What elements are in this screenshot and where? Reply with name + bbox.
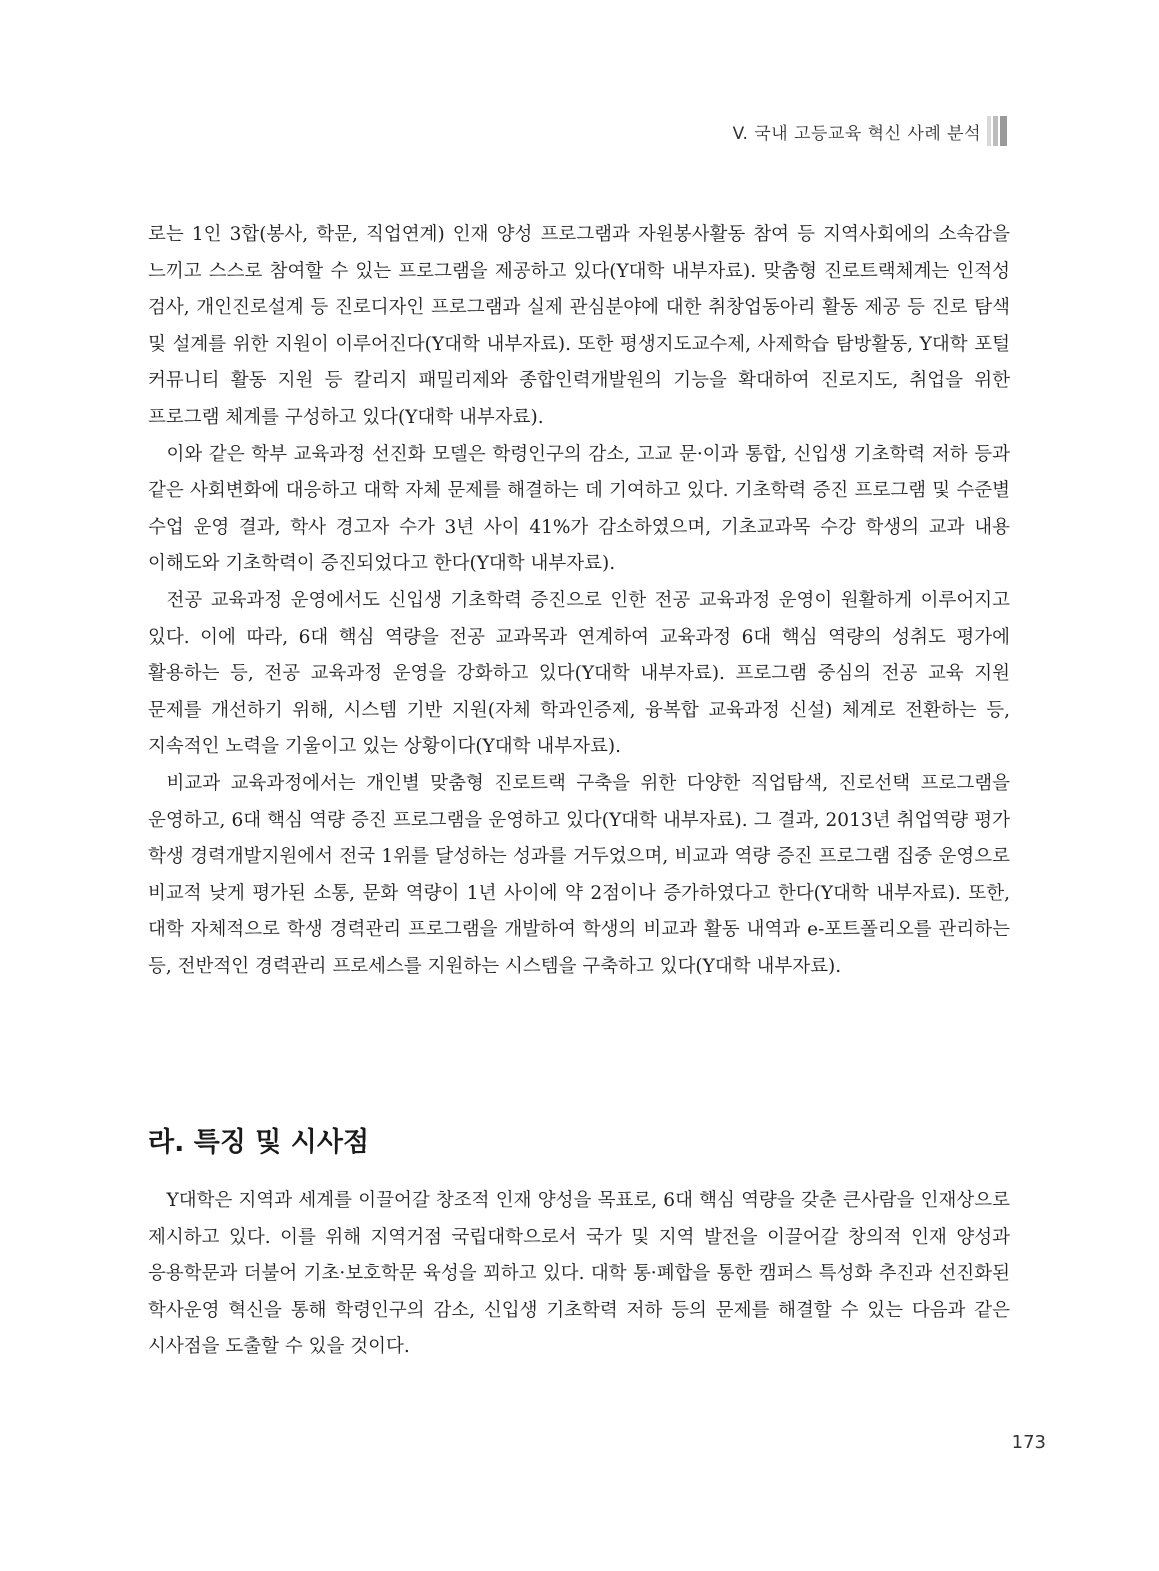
paragraph-major-curriculum: 전공 교육과정 운영에서도 신입생 기초학력 증진으로 인한 전공 교육과정 운영이 원활하게 이루어지고 있다. 이에 따라, 6대 핵심 역량을 전공 교과목과 연계하여 교육과정 6대 핵심 역량의 성취도 평가에 활용하는 등, 전공 교육과정 운영을 강화하고 있다(Y대학 내부자료). 프로그램 중심의 전공 교육 지원 문제를 개선하기 위해, 시스템 기반 지원(자체 학과인증제, 융복합 교육과정 신설) 체계로 전환하는 등, 지속적인 노력을 기울이고 있는 상황이다(Y대학 내부자료). [148,589,1010,758]
running-header-title: V. 국내 고등교육 혁신 사례 분석 [732,123,981,144]
header-bar-medium [993,116,998,146]
header-bar-dark [1000,116,1007,146]
header-bar-light [987,116,991,146]
section-body-text [148,1183,1010,1366]
paragraph-implications: Y대학은 지역과 세계를 이끌어갈 창조적 인재 양성을 목표로, 6대 핵심 역량을 갖춘 큰사람을 인재상으로 제시하고 있다. 이를 위해 지역거점 국립대학으로서 국가 및 지역 발전을 이끌어갈 창의적 인재 양성과 응용학문과 더불어 기초·보호학문 육성을 꾀하고 있다. 대학 통·폐합을 통한 캠퍼스 특성화 추진과 선진화된 학사운영 혁신을 통해 학령인구의 감소, 신입생 기초학력 저하 등의 문제를 해결할 수 있는 다음과 같은 시사점을 도출할 수 있을 것이다. [148,1190,1010,1358]
page-number: 173 [1011,1432,1046,1453]
header-decoration-bars [987,116,1007,146]
paragraph-extracurricular: 비교과 교육과정에서는 개인별 맞춤형 진로트랙 구축을 위한 다양한 직업탐색, 진로선택 프로그램을 운영하고, 6대 핵심 역량 증진 프로그램을 운영하고 있다(Y대학 내부자료). 그 결과, 2013년 취업역량 평가 학생 경력개발지원에서 전국 1위를 달성하는 성과를 거두었으며, 비교과 역량 증진 프로그램 집중 운영으로 비교적 낮게 평가된 소통, 문화 역량이 1년 사이에 약 2점이나 증가하였다고 한다(Y대학 내부자료). 또한, 대학 자체적으로 학생 경력관리 프로그램을 개발하여 학생의 비교과 활동 내역과 e-포트폴리오를 관리하는 등, 전반적인 경력관리 프로세스를 지원하는 시스템을 구축하고 있다(Y대학 내부자료). [148,772,1010,977]
section-heading: 라. 특징 및 시사점 [148,1127,370,1158]
body-text [148,217,1010,985]
running-header [733,116,1007,146]
paragraph-continuation: 로는 1인 3합(봉사, 학문, 직업연계) 인재 양성 프로그램과 자원봉사활동 참여 등 지역사회에의 소속감을 느끼고 스스로 참여할 수 있는 프로그램을 제공하고 있다(Y대학 내부자료). 맞춤형 진로트랙체계는 인적성 검사, 개인진로설계 등 진로디자인 프로그램과 실제 관심분야에 대한 취창업동아리 활동 제공 등 진로 탐색 및 설계를 위한 지원이 이루어진다(Y대학 내부자료). 또한 평생지도교수제, 사제학습 탐방활동, Y대학 포털 커뮤니티 활동 지원 등 칼리지 패밀리제와 종합인력개발원의 기능을 확대하여 진로지도, 취업을 위한 프로그램 체계를 구성하고 있다(Y대학 내부자료). [148,224,1010,428]
paragraph-model-effects: 이와 같은 학부 교육과정 선진화 모델은 학령인구의 감소, 고교 문·이과 통합, 신입생 기초학력 저하 등과 같은 사회변화에 대응하고 대학 자체 문제를 해결하는 데 기여하고 있다. 기초학력 증진 프로그램 및 수준별 수업 운영 결과, 학사 경고자 수가 3년 사이 41%가 감소하였으며, 기초교과목 수강 학생의 교과 내용 이해도와 기초학력이 증진되었다고 한다(Y대학 내부자료). [148,443,1010,575]
